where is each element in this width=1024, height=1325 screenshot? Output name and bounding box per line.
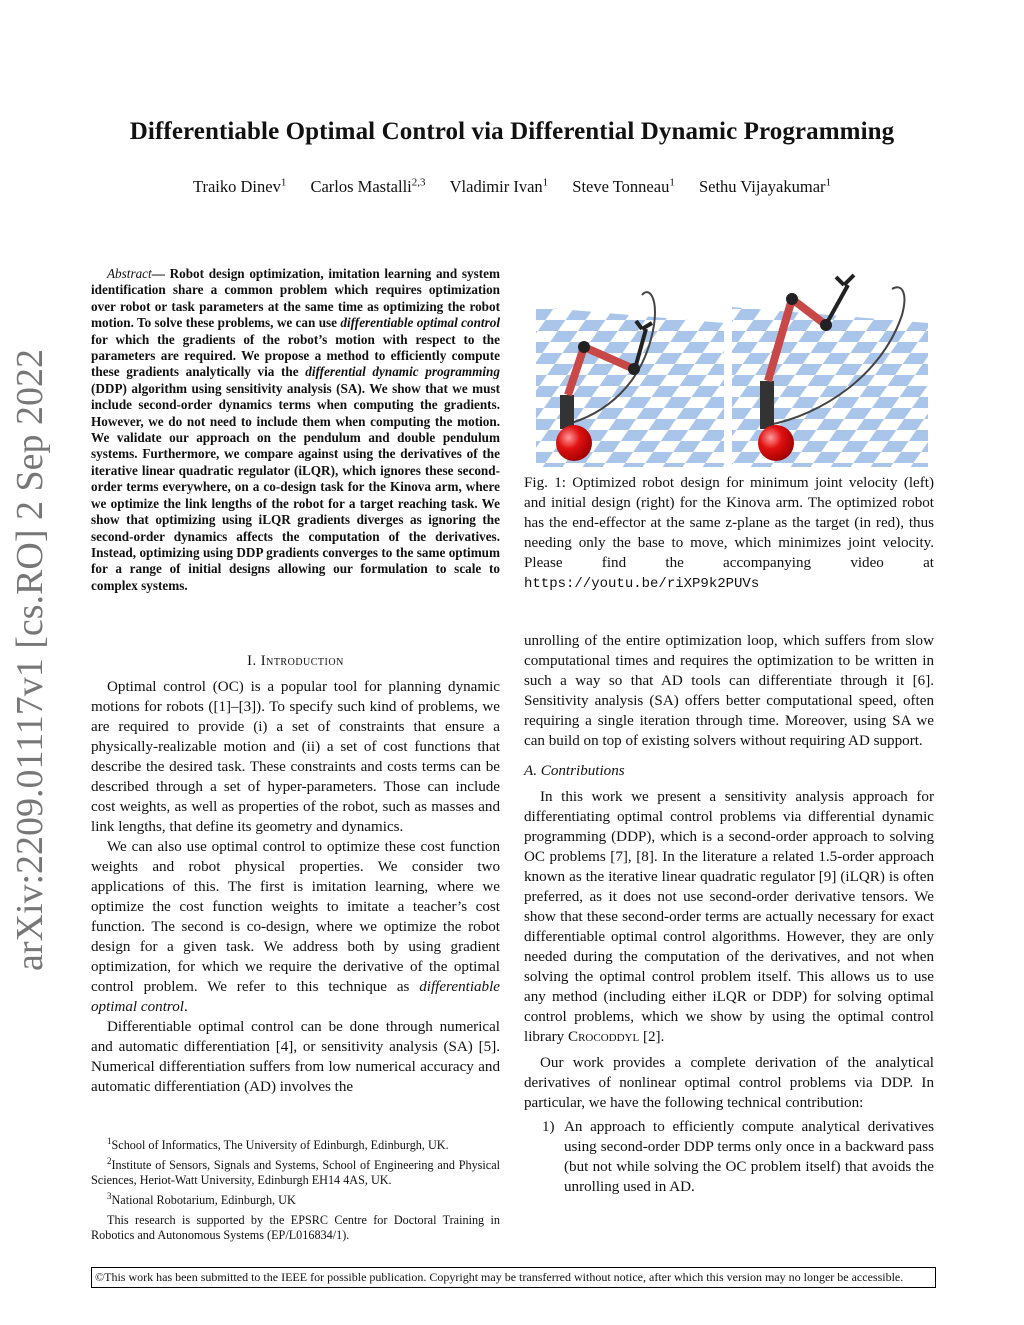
list-item: 1) An approach to efficiently compute analytical derivatives using second-order DDP terms only once in a backward pass (but not while solving the OC problem itself) that avoids the unrolling used in AD. xyxy=(542,1119,934,1195)
footnote: $^1$School of Informatics, The University of Edinburgh, Edinburgh, UK. xyxy=(107,1136,449,1153)
paragraph: Optimal control (OC) is a popular tool for planning dynamic motions for robots ([1]–[3]). To specify such kind of problems, we are required to provide (i) a set of constraints that ensure a physically-realizable motion and (ii) a set of cost functions that describe the desired task. These constraints and costs terms can be described through a set of hyper-parameters. Those can include cost weights, as well as properties of the robot, such as masses and link lengths, that define its geometry and dynamics. xyxy=(91,679,500,835)
footnotes xyxy=(91,1134,500,1244)
robot-joint xyxy=(628,363,640,375)
abstract: Abstract— Robot design optimization, imitation learning and system identification share a common problem which requires optimization over robot or task parameters at the same time as optimizing the robot motion. To solve these problems, we can use differentiable optimal control for which the gradients of the robot’s motion with respect to the parameters are required. We propose a method to efficiently compute these gradients analytically via the differential dynamic programming (DDP) algorithm using sensitivity analysis (SA). We show that we must include second-order dynamics terms when computing the gradients. However, we do not need to include them when computing the motion. We validate our approach on the pendulum and double pendulum systems. Furthermore, we compare against using the derivatives of the iterative linear quadratic regulator (iLQR), which ignores these second-order terms everywhere, on a co-design task for the Kinova arm, where we optimize the link lengths of the robot for a target reaching task. We show that optimizing using iLQR gradients diverges as ignoring the second-order dynamics affects the computation of the derivatives. Instead, optimizing using DDP gradients converges to the same optimum for a range of initial designs allowing our formulation to scale to complex systems. xyxy=(91,266,500,593)
author: Steve Tonneau$^1$ xyxy=(572,176,675,196)
abstract-label: Abstract xyxy=(107,266,152,281)
target-sphere xyxy=(758,425,794,461)
author-list xyxy=(0,176,1024,197)
section-heading: I. Introduction xyxy=(247,653,344,669)
figure-caption: Fig. 1: Optimized robot design for minimum joint velocity (left) and initial design (right) for the Kinova arm. The optimized robot has the end-effector at the same z-plane as the target (in red), thus needing only the base to move, which minimizes joint velocity. Please find the accompanying video at https://youtu.be/riXP9k2PUVs xyxy=(524,475,934,592)
author: Traiko Dinev$^1$ xyxy=(192,176,287,196)
paragraph: In this work we present a sensitivity analysis approach for differentiating optimal control problems via differential dynamic programming (DDP), which is a second-order approach to solving OC problems [7], [8]. In the literature a related 1.5-order approach known as the iterative linear quadratic regulator [9] (iLQR) is often preferred, as it does not use second-order derivative tensors. We show that these second-order terms are actually necessary for exact differentiable optimal control algorithms. However, they are only needed during the computation of the derivatives, and not when solving the optimal control problem itself. This allows us to use any method (including either iLQR or DDP) for solving optimal control problems, which we show by using the optimal control library Crocoddyl [2]. xyxy=(524,789,934,1045)
robot-base xyxy=(760,381,774,429)
author: Carlos Mastalli$^{2,3}$ xyxy=(310,176,426,196)
arxiv-watermark: arXiv:2209.01117v1 [cs.RO] 2 Sep 2022 xyxy=(9,349,51,972)
footnote: This research is supported by the EPSRC Centre for Doctoral Training in Robotics and Autonomous Systems (EP/L016834/1). xyxy=(91,1212,500,1243)
target-sphere xyxy=(556,425,592,461)
optimized-design-image xyxy=(536,292,724,467)
introduction-section xyxy=(91,651,500,1097)
author: Vladimir Ivan$^1$ xyxy=(449,176,549,196)
subsection-heading: A. Contributions xyxy=(524,763,625,779)
initial-design-image xyxy=(732,275,928,467)
robot-joint xyxy=(578,341,590,353)
robot-figure xyxy=(524,265,934,467)
footnote: $^2$Institute of Sensors, Signals and Systems, School of Engineering and Physical Sciences, Heriot-Watt University, Edinburgh EH14 4AS, UK. xyxy=(91,1155,500,1188)
video-link[interactable]: https://youtu.be/riXP9k2PUVs xyxy=(524,576,760,592)
paper-title: Differentiable Optimal Control via Differential Dynamic Programming xyxy=(129,118,895,145)
paragraph: We can also use optimal control to optimize these cost function weights and robot physical properties. We consider two applications of this. The first is imitation learning, where we optimize the cost function weights to imitate a teacher’s cost function. The second is co-design, where we optimize the robot design for a given task. We address both by using gradient optimization, for which we require the derivative of the optimal control problem. We refer to this technique as differentiable optimal control. xyxy=(91,839,500,1015)
robot-base xyxy=(560,395,574,429)
end-effector xyxy=(828,275,854,321)
footnote: $^3$National Robotarium, Edinburgh, UK xyxy=(107,1190,296,1207)
robot-joint xyxy=(786,293,798,305)
author: Sethu Vijayakumar$^1$ xyxy=(698,176,832,196)
paragraph: Differentiable optimal control can be done through numerical and automatic differentiation [4], or sensitivity analysis (SA) [5]. Numerical differentiation suffers from low numerical accuracy and automatic differentiation (AD) involves the xyxy=(91,1019,500,1095)
paragraph: Our work provides a complete derivation of the analytical derivatives of nonlinear optimal control problems via DDP. In particular, we have the following technical contribution: xyxy=(524,1055,934,1111)
copyright-notice: ©This work has been submitted to the IEEE for possible publication. Copyright may be transferred without notice, after which this version may no longer be accessible. xyxy=(91,1267,936,1288)
paragraph: unrolling of the entire optimization loop, which suffers from slow computational times and requires the optimization to be written in such a way so that AD tools can differentiate through it [6]. Sensitivity analysis (SA) offers better computational speed, often requiring a single iteration through time. Moreover, using SA we can build on top of existing solvers without requiring AD support. xyxy=(524,633,934,749)
right-column-text xyxy=(524,631,934,1197)
